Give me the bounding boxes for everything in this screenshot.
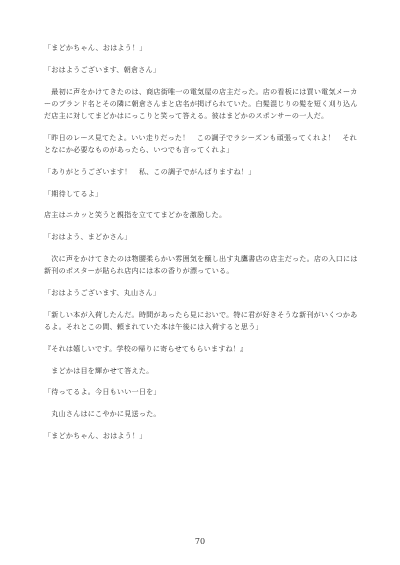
paragraph: 店主はニカッと笑うと親指を立ててまどかを激励した。 [44,210,227,220]
paragraph: まどかは目を輝かせて答えた。 [44,365,154,375]
paragraph: 次に声をかけてきたのは物腰柔らかい雰囲気を醸し出す丸鷹書店の店主だった。店の入口には新刊のポスターが貼られ店内には本の香りが漂っている。 [44,253,358,276]
paragraph: 「待ってるよ。今日もいい一日を」 [44,387,161,397]
paragraph: 「まどかちゃん、おはよう！」 [44,43,147,52]
paragraph: 「おはようございます、丸山さん」 [44,287,161,297]
paragraph: 「期待してるよ」 [44,188,103,198]
paragraph: 「新しい本が入荷したんだ。時間があったら見においで。特に君が好きそうな新刊がいくつかあるよ。それとこの間、頼まれていた本は午後には入荷すると思う」 [44,309,358,331]
paragraph: 「ありがとうございます！ 私、この調子でがんばりますね！」 [44,166,256,176]
paragraph: 「昨日のレース見てたよ。いい走りだった！ この調子でラシーズンも頑張ってくれよ！ それとなにか必要なものがあったら、いつでも言ってくれよ」 [44,132,357,154]
page-number: 70 [194,537,206,546]
paragraph: 最初に声をかけてきたのは、商店街唯一の電気屋の店主だった。店の看板には買い電気メーカーのブランド名とその隣に朝倉さんまと店名が掲げられていた。白髪混じりの髪を短く刈り込んだ店主に対してまどかはにっこりと笑って答える。彼はまどかのスポンサーの一人だ。 [44,86,358,120]
paragraph: 「おはようございます、朝倉さん」 [44,64,161,74]
paragraph: 「おはよう、まどかさん」 [44,232,132,242]
paragraph: 丸山さんはにこやかに見送った。 [44,409,161,419]
body-text [44,42,362,452]
paragraph: 『それは嬉しいです。学校の帰りに寄らせてもらいますね！』 [44,343,248,353]
paragraph: 「まどかちゃん、おはよう！」 [44,430,147,440]
